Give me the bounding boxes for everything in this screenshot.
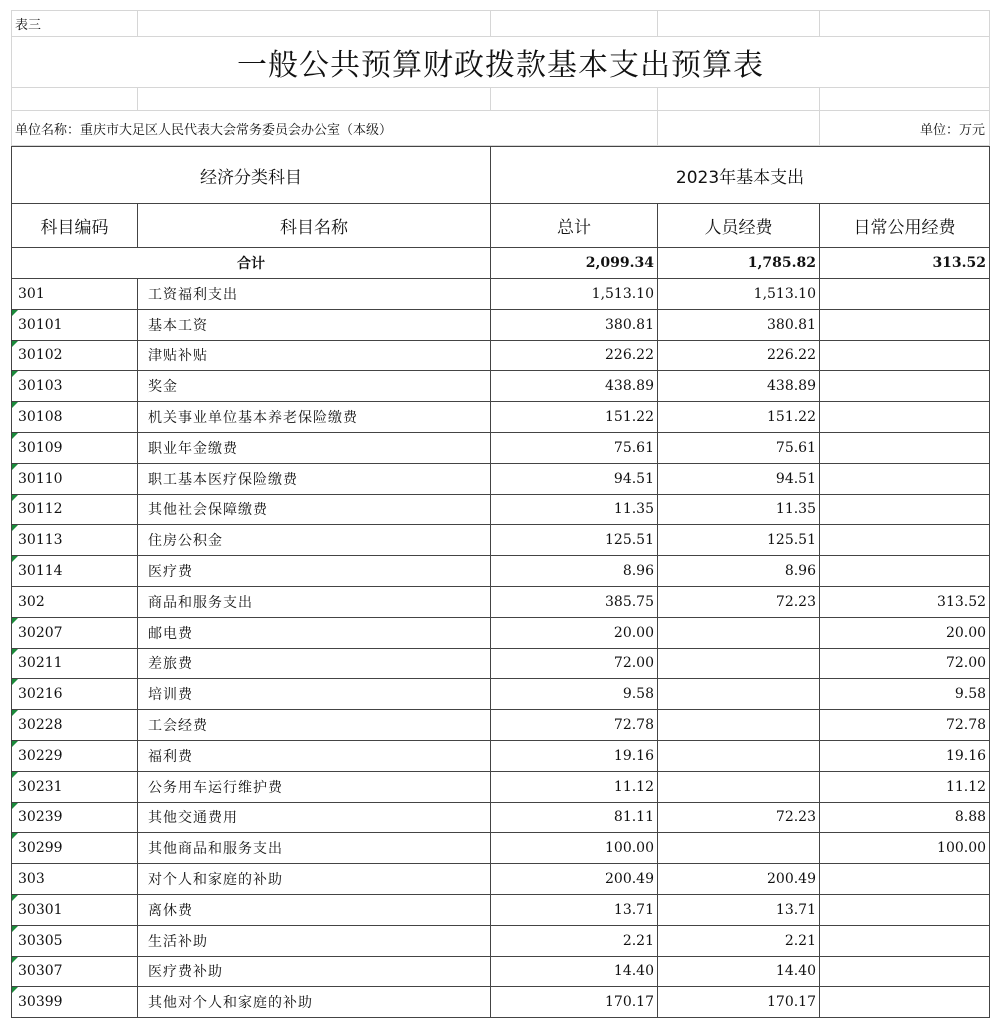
table-row: [12, 833, 990, 864]
table-row: [12, 740, 990, 771]
row-total: 81.11: [491, 802, 658, 833]
row-code: 30228: [12, 710, 138, 741]
row-total: 94.51: [491, 463, 658, 494]
row-name: 其他对个人和家庭的补助: [138, 987, 491, 1018]
row-personnel: 151.22: [658, 402, 820, 433]
row-total: 11.12: [491, 771, 658, 802]
row-personnel: 94.51: [658, 463, 820, 494]
row-total: 72.00: [491, 648, 658, 679]
row-personnel: [658, 833, 820, 864]
row-total: 125.51: [491, 525, 658, 556]
row-personnel: [658, 648, 820, 679]
table-row: [12, 463, 990, 494]
table-row: [12, 340, 990, 371]
table-row: [12, 710, 990, 741]
row-total: 72.78: [491, 710, 658, 741]
row-total: 151.22: [491, 402, 658, 433]
row-code: 30307: [12, 956, 138, 987]
row-name: 其他社会保障缴费: [138, 494, 491, 525]
row-public: [820, 894, 990, 925]
row-personnel: 438.89: [658, 371, 820, 402]
header-name: 科目名称: [138, 204, 491, 248]
row-code: 30299: [12, 833, 138, 864]
header-public: 日常公用经费: [820, 204, 990, 248]
row-name: 培训费: [138, 679, 491, 710]
row-code: 302: [12, 586, 138, 617]
row-code: 30399: [12, 987, 138, 1018]
row-name: 离休费: [138, 894, 491, 925]
row-public: 20.00: [820, 617, 990, 648]
row-name: 差旅费: [138, 648, 491, 679]
header-code: 科目编码: [12, 204, 138, 248]
row-total: 2.21: [491, 925, 658, 956]
row-total: 14.40: [491, 956, 658, 987]
row-personnel: [658, 710, 820, 741]
row-personnel: 72.23: [658, 802, 820, 833]
row-total: 100.00: [491, 833, 658, 864]
header-econ-category: 经济分类科目: [12, 147, 491, 204]
row-personnel: 226.22: [658, 340, 820, 371]
row-name: 商品和服务支出: [138, 586, 491, 617]
table-row: [12, 402, 990, 433]
row-personnel: [658, 679, 820, 710]
row-name: 津贴补贴: [138, 340, 491, 371]
row-name: 其他交通费用: [138, 802, 491, 833]
row-name: 机关事业单位基本养老保险缴费: [138, 402, 491, 433]
sheet-header-grid: [11, 10, 990, 146]
row-name: 福利费: [138, 740, 491, 771]
row-public: 9.58: [820, 679, 990, 710]
row-code: 30207: [12, 617, 138, 648]
row-public: 8.88: [820, 802, 990, 833]
row-total: 13.71: [491, 894, 658, 925]
row-personnel: 11.35: [658, 494, 820, 525]
row-total: 380.81: [491, 309, 658, 340]
row-public: [820, 956, 990, 987]
row-personnel: 13.71: [658, 894, 820, 925]
table-row: [12, 679, 990, 710]
row-name: 生活补助: [138, 925, 491, 956]
row-name: 职工基本医疗保险缴费: [138, 463, 491, 494]
row-code: 30112: [12, 494, 138, 525]
table-row: [12, 494, 990, 525]
table-row: [12, 864, 990, 895]
row-personnel: [658, 617, 820, 648]
row-public: 72.00: [820, 648, 990, 679]
row-code: 301: [12, 279, 138, 310]
row-personnel: 14.40: [658, 956, 820, 987]
row-personnel: 8.96: [658, 556, 820, 587]
row-name: 医疗费: [138, 556, 491, 587]
row-personnel: 200.49: [658, 864, 820, 895]
row-name: 其他商品和服务支出: [138, 833, 491, 864]
row-personnel: 1,513.10: [658, 279, 820, 310]
row-name: 工会经费: [138, 710, 491, 741]
row-code: 30211: [12, 648, 138, 679]
row-code: 30103: [12, 371, 138, 402]
row-total: 75.61: [491, 432, 658, 463]
row-public: [820, 371, 990, 402]
total-personnel: 1,785.82: [658, 248, 820, 279]
row-personnel: 170.17: [658, 987, 820, 1018]
table-row: [12, 894, 990, 925]
unit-label: 单位：万元: [820, 111, 990, 146]
row-name: 对个人和家庭的补助: [138, 864, 491, 895]
row-name: 工资福利支出: [138, 279, 491, 310]
row-total: 11.35: [491, 494, 658, 525]
row-code: 30113: [12, 525, 138, 556]
row-code: 30110: [12, 463, 138, 494]
table-row: [12, 648, 990, 679]
row-total: 226.22: [491, 340, 658, 371]
row-code: 30109: [12, 432, 138, 463]
row-total: 438.89: [491, 371, 658, 402]
row-public: [820, 556, 990, 587]
row-code: 30229: [12, 740, 138, 771]
table-row: [12, 771, 990, 802]
row-total: 19.16: [491, 740, 658, 771]
row-name: 奖金: [138, 371, 491, 402]
row-public: [820, 340, 990, 371]
row-personnel: 72.23: [658, 586, 820, 617]
row-public: [820, 525, 990, 556]
header-total: 总计: [491, 204, 658, 248]
row-name: 基本工资: [138, 309, 491, 340]
row-total: 385.75: [491, 586, 658, 617]
row-public: [820, 494, 990, 525]
unit-name: 单位名称：重庆市大足区人民代表大会常务委员会办公室（本级）: [12, 111, 658, 146]
budget-sheet: [11, 10, 989, 1018]
row-code: 30301: [12, 894, 138, 925]
table-row: [12, 925, 990, 956]
row-public: [820, 925, 990, 956]
table-row: [12, 309, 990, 340]
row-public: [820, 987, 990, 1018]
total-total: 2,099.34: [491, 248, 658, 279]
table-row: [12, 586, 990, 617]
header-year-group: 2023年基本支出: [491, 147, 990, 204]
row-public: [820, 432, 990, 463]
total-label: 合计: [12, 248, 491, 279]
row-name: 公务用车运行维护费: [138, 771, 491, 802]
row-public: 313.52: [820, 586, 990, 617]
table-row: [12, 987, 990, 1018]
row-personnel: 75.61: [658, 432, 820, 463]
table-row: [12, 556, 990, 587]
row-name: 医疗费补助: [138, 956, 491, 987]
row-total: 8.96: [491, 556, 658, 587]
row-total: 9.58: [491, 679, 658, 710]
row-personnel: 380.81: [658, 309, 820, 340]
table-row: [12, 279, 990, 310]
row-public: [820, 309, 990, 340]
page-title: 一般公共预算财政拨款基本支出预算表: [12, 37, 990, 88]
row-code: 30114: [12, 556, 138, 587]
row-public: 19.16: [820, 740, 990, 771]
row-code: 30239: [12, 802, 138, 833]
row-personnel: [658, 771, 820, 802]
table-row: [12, 371, 990, 402]
total-row: [12, 248, 990, 279]
row-code: 303: [12, 864, 138, 895]
row-public: [820, 864, 990, 895]
table-row: [12, 617, 990, 648]
row-code: 30305: [12, 925, 138, 956]
table-tag: 表三: [12, 11, 138, 37]
row-code: 30231: [12, 771, 138, 802]
table-row: [12, 956, 990, 987]
total-public: 313.52: [820, 248, 990, 279]
header-personnel: 人员经费: [658, 204, 820, 248]
row-code: 30101: [12, 309, 138, 340]
row-personnel: 2.21: [658, 925, 820, 956]
row-name: 邮电费: [138, 617, 491, 648]
row-total: 20.00: [491, 617, 658, 648]
row-name: 住房公积金: [138, 525, 491, 556]
table-row: [12, 802, 990, 833]
table-row: [12, 525, 990, 556]
row-public: [820, 402, 990, 433]
row-public: [820, 279, 990, 310]
row-public: 100.00: [820, 833, 990, 864]
row-total: 170.17: [491, 987, 658, 1018]
row-public: [820, 463, 990, 494]
row-public: 11.12: [820, 771, 990, 802]
row-personnel: [658, 740, 820, 771]
row-code: 30108: [12, 402, 138, 433]
budget-table: [11, 146, 990, 1018]
row-code: 30216: [12, 679, 138, 710]
row-code: 30102: [12, 340, 138, 371]
row-public: 72.78: [820, 710, 990, 741]
row-total: 1,513.10: [491, 279, 658, 310]
row-total: 200.49: [491, 864, 658, 895]
row-name: 职业年金缴费: [138, 432, 491, 463]
table-row: [12, 432, 990, 463]
row-personnel: 125.51: [658, 525, 820, 556]
